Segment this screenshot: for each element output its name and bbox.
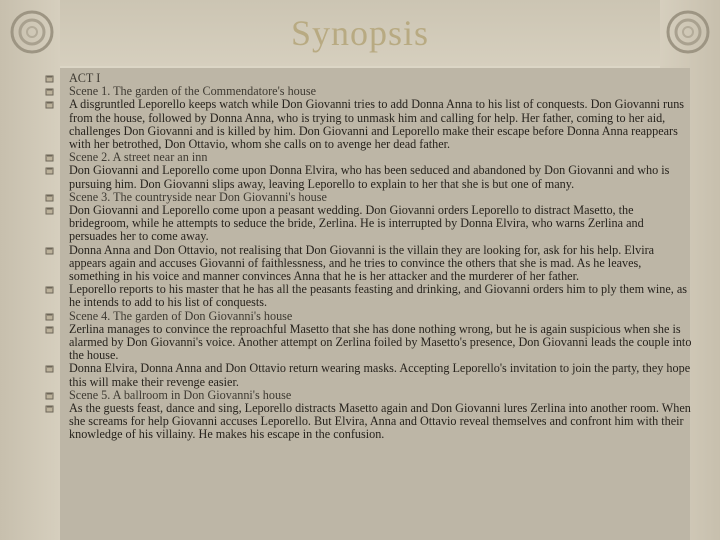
scroll-bullet-icon [44, 325, 55, 335]
scroll-bullet-icon [44, 364, 55, 374]
list-item [44, 362, 694, 388]
list-item-text: Donna Elvira, Donna Anna and Don Ottavio return wearing masks. Accepting Leporello's invitation to join the party, they hope this will make their revenge easier. [69, 361, 691, 389]
list-item-text: Scene 1. The garden of the Commendatore's house [69, 84, 317, 99]
list-item [44, 283, 694, 309]
list-item [44, 98, 694, 151]
scroll-bullet-icon [44, 206, 55, 216]
scroll-bullet-icon [44, 404, 55, 414]
list-item-text: Leporello reports to his master that he has all the peasants feasting and drinking, and Giovanni orders him to ply them wine, as he intends to add to his list of conquests. [69, 282, 688, 310]
list-item-text: Don Giovanni and Leporello come upon a peasant wedding. Don Giovanni orders Leporello to distract Masetto, the bridegroom, while he attempts to seduce the bride, Zerlina. He is interrupted by Donna Elvira, who warns Zerlina and persuades her to come away. [69, 203, 644, 244]
list-item [44, 244, 694, 284]
list-item-text: As the guests feast, dance and sing, Leporello distracts Masetto again and Don Giovanni lures Zerlina into another room. When she screams for help Giovanni accuses Leporello. But Elvira, Anna and Ottavio reveal themselves and confront him with their knowledge of his villainy. He makes his escape in the confusion. [69, 401, 691, 442]
scroll-bullet-icon [44, 100, 55, 110]
list-item-text: Scene 3. The countryside near Don Giovanni's house [69, 189, 327, 204]
list-item [44, 204, 694, 244]
list-item-text: Scene 2. A street near an inn [69, 150, 208, 165]
list-item [44, 164, 694, 190]
list-item-text: Zerlina manages to convince the reproachful Masetto that she has done nothing wrong, but he is again suspicious when she is alarmed by Don Giovanni's voice. Another attempt on Zerlina foiled by Masetto's presence, Don Giovanni leads the couple into the house. [69, 321, 692, 363]
scroll-bullet-icon [44, 193, 55, 203]
list-item-text: ACT I [69, 71, 101, 85]
list-item-text: Scene 4. The garden of Don Giovanni's house [69, 308, 293, 323]
synopsis-list [44, 72, 694, 442]
page-title: Synopsis [290, 13, 430, 53]
scroll-bullet-icon [44, 391, 55, 401]
list-item-text: A disgruntled Leporello keeps watch while Don Giovanni tries to add Donna Anna to his list of conquests. Don Giovanni runs from the house, followed by Donna Anna, who is trying to unmask him and calling for help. Her father, coming to her aid, challenges Don Giovanni and is killed by him. Don Giovanni and Leporello make their escape before Donna Anna reappears with her betrothed, Don Ottavio, whom she calls on to avenge her dead father. [69, 97, 685, 152]
list-item-text: Don Giovanni and Leporello come upon Donna Elvira, who has been seduced and abandoned by Don Giovanni and who is pursuing him. Don Giovanni slips away, leaving Leporello to explain to her that she is but one of many. [69, 163, 670, 191]
scroll-bullet-icon [44, 153, 55, 163]
scroll-bullet-icon [44, 246, 55, 256]
scroll-bullet-icon [44, 87, 55, 97]
scroll-bullet-icon [44, 312, 55, 322]
scroll-bullet-icon [44, 74, 55, 84]
scroll-bullet-icon [44, 285, 55, 295]
list-item [44, 402, 694, 442]
scroll-bullet-icon [44, 166, 55, 176]
list-item-text: Donna Anna and Don Ottavio, not realising that Don Giovanni is the villain they are looking for, ask for his help. Elvira appears again and accuses Giovanni of faithlessness, and he tries to convince the others that she is mad. As he leaves, something in his voice and manner convinces Anna that he is her attacker and the murderer of her father. [69, 242, 655, 284]
list-item-text: Scene 5. A ballroom in Don Giovanni's house [69, 387, 292, 402]
list-item [44, 323, 694, 363]
